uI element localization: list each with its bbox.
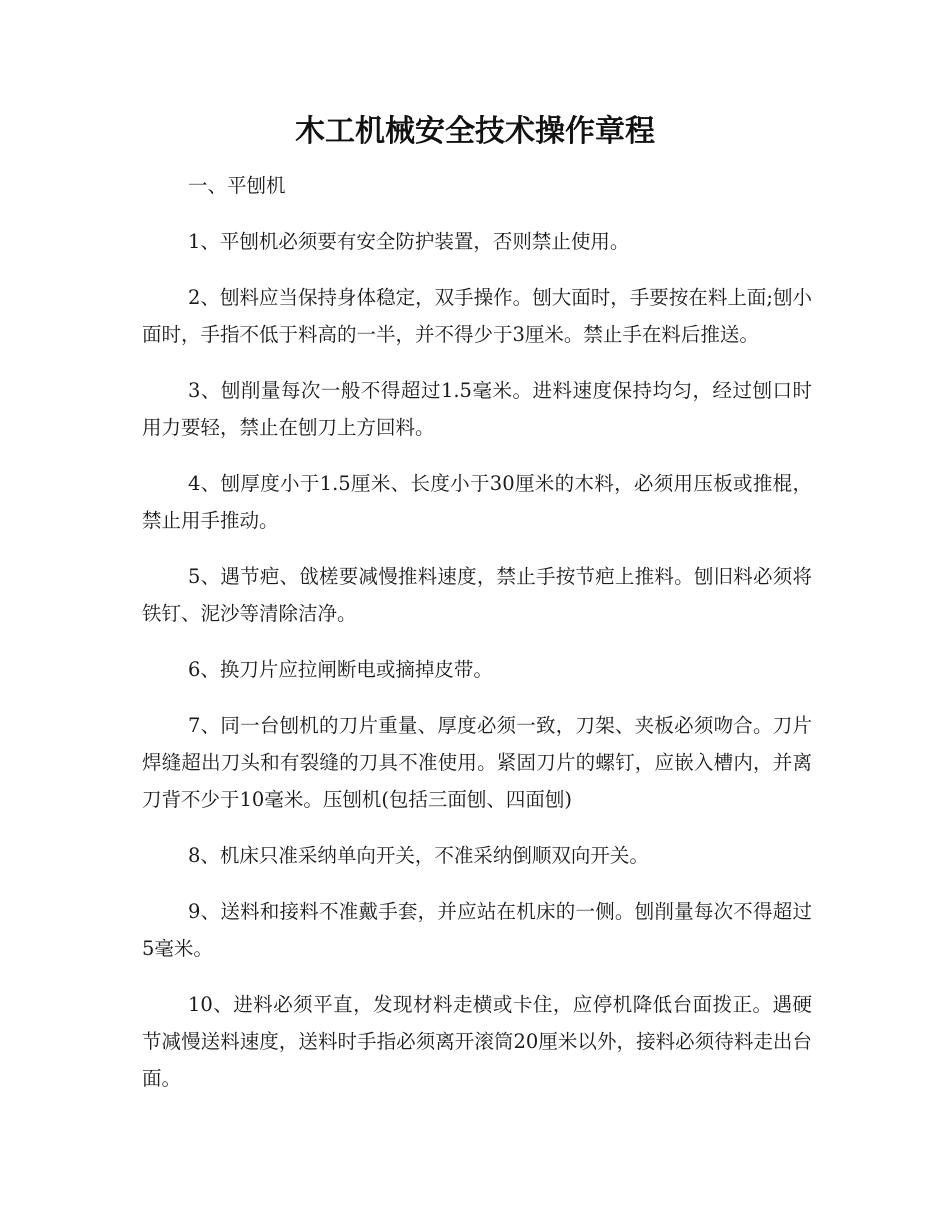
paragraph-rule-9: 9、送料和接料不准戴手套，并应站在机床的一侧。刨削量每次不得超过5毫米。 [142, 900, 812, 960]
paragraph-rule-5: 5、遇节疤、戗槎要减慢推料速度，禁止手按节疤上推料。刨旧料必须将铁钉、泥沙等清除洁净。 [142, 565, 812, 625]
paragraph-rule-10: 10、进料必须平直，发现材料走横或卡住，应停机降低台面拨正。遇硬节减慢送料速度，送料时手指必须离开滚筒20厘米以外，接料必须待料走出台面。 [142, 993, 812, 1090]
paragraph-rule-8: 8、机床只准采纳单向开关，不准采纳倒顺双向开关。 [188, 844, 649, 867]
document-body [142, 167, 812, 1116]
paragraph-rule-4: 4、刨厚度小于1.5厘米、长度小于30厘米的木料，必须用压板或推棍，禁止用手推动。 [142, 472, 812, 532]
paragraph-rule-3: 3、刨削量每次一般不得超过1.5毫米。进料速度保持均匀，经过刨口时用力要轻，禁止在刨刀上方回料。 [142, 379, 812, 439]
paragraph-rule-1: 1、平刨机必须要有安全防护装置，否则禁止使用。 [188, 230, 630, 253]
paragraph-rule-6: 6、换刀片应拉闸断电或摘掉皮带。 [188, 658, 493, 681]
paragraph-rule-2: 2、刨料应当保持身体稳定，双手操作。刨大面时，手要按在料上面;刨小面时，手指不低于料高的一半，并不得少于3厘米。禁止手在料后推送。 [142, 286, 812, 346]
paragraph-rule-7: 7、同一台刨机的刀片重量、厚度必须一致，刀架、夹板必须吻合。刀片焊缝超出刀头和有裂缝的刀具不准使用。紧固刀片的螺钉，应嵌入槽内，并离刀背不少于10毫米。压刨机(包括三面刨、四面刨) [142, 714, 812, 811]
section-heading-planer: 一、平刨机 [188, 174, 286, 197]
document-title: 木工机械安全技术操作章程 [295, 114, 655, 149]
